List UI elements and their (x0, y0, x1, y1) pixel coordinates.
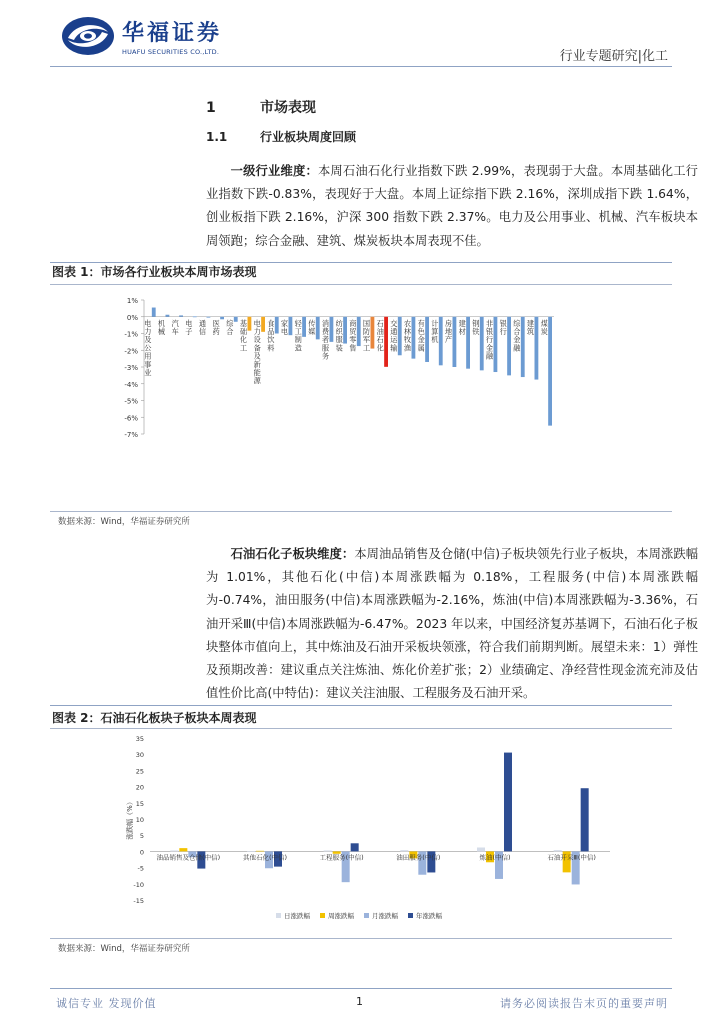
category-label: 油品销售及仓储(中信) (156, 853, 221, 862)
figure-2-label: 图表 2： (52, 711, 101, 725)
category-label: 基础化工 (239, 318, 248, 353)
bar-钢铁 (480, 317, 484, 371)
subsection-heading (206, 128, 356, 145)
y-tick-label: -4% (124, 380, 138, 389)
legend-label: 年涨跌幅 (416, 912, 442, 920)
subsector-weekly-chart (100, 732, 620, 932)
bar-周涨跌幅-其他石化(中信) (256, 851, 264, 852)
category-label: 石油石化 (376, 318, 384, 353)
logo-en-text: HUAFU SECURITIES CO.,LTD. (122, 48, 220, 56)
category-label: 医药 (212, 318, 220, 336)
y-tick-label: 0% (126, 313, 138, 322)
bar-日涨跌幅-炼油(中信) (477, 848, 485, 852)
category-label: 房地产 (444, 318, 453, 345)
bar-日涨跌幅-工程服务(中信) (324, 850, 332, 851)
y-tick-label: -5% (124, 397, 138, 406)
bar-家电 (289, 317, 293, 335)
category-label: 钢铁 (472, 318, 480, 336)
category-label: 煤炭 (540, 318, 548, 336)
category-label: 有色金属 (417, 318, 425, 353)
legend-label: 周涨跌幅 (328, 912, 354, 920)
bar-年涨跌幅-炼油(中信) (504, 753, 512, 852)
paragraph-lead: 一级行业维度： (230, 164, 318, 178)
category-label: 国防军工 (362, 318, 371, 353)
logo-cn-text: 华福证券 (122, 21, 223, 46)
bar-轻工制造 (302, 317, 306, 337)
company-logo (60, 14, 222, 58)
y-tick-label: 10 (135, 816, 144, 824)
figure-1-title (52, 263, 257, 280)
bar-日涨跌幅-油品销售及仓储(中信) (170, 850, 178, 851)
industry-weekly-chart (100, 292, 580, 452)
y-axis-title: 涨跌幅（%） (126, 798, 134, 840)
bar-非银行金融 (494, 317, 498, 372)
subsection-title: 行业板块周度回顾 (260, 130, 357, 144)
y-tick-label: 0 (139, 848, 144, 857)
category-label: 炼油(中信) (479, 853, 511, 862)
legend-swatch-月涨跌幅 (364, 913, 369, 918)
figure-1-source: 数据来源：Wind，华福证券研究所 (58, 517, 190, 527)
subsection-number: 1.1 (206, 130, 228, 144)
bar-电力及公用事业 (152, 308, 156, 317)
bar-计算机 (439, 317, 443, 366)
bar-纺织服装 (343, 317, 347, 344)
footer-disclaimer: 请务必阅读报告末页的重要声明 (500, 997, 668, 1010)
bar-日涨跌幅-石油开采Ⅲ(中信) (554, 850, 562, 851)
y-tick-label: 20 (135, 783, 144, 792)
category-label: 油田服务(中信) (396, 853, 441, 862)
legend-swatch-年涨跌幅 (408, 913, 413, 918)
page-number: 1 (356, 995, 363, 1008)
category-label: 综合 (226, 318, 234, 336)
bar-石油石化 (384, 317, 388, 367)
figure-1-caption: 市场各行业板块本周市场表现 (100, 265, 257, 279)
legend-label: 日涨跌幅 (284, 912, 310, 920)
figure-2-source: 数据来源：Wind，华福证券研究所 (58, 944, 190, 954)
bar-日涨跌幅-油田服务(中信) (400, 850, 408, 851)
bar-银行 (507, 317, 511, 376)
paragraph-subsector (206, 543, 698, 705)
paragraph-text: 本周石油石化行业指数下跌 2.99%，表现弱于大盘。本周基础化工行业指数下跌-0.83%，表现好于大盘。本周上证综指下跌 2.16%，深圳成指下跌 1.64%，创业板指下跌 2.16%，沪深 300 指数下跌 2.37%。电力及公用事业、机械、汽车板块本周领跑；综合金融、建筑、煤炭板块本周表现不佳。 (206, 164, 698, 248)
bar-综合金融 (521, 317, 525, 377)
header-divider (50, 66, 672, 67)
bar-通信 (207, 317, 211, 318)
y-tick-label: 1% (126, 297, 138, 305)
category-label: 农林牧渔 (403, 318, 412, 353)
paragraph-lead: 石油石化子板块维度： (230, 547, 355, 561)
category-label: 食品饮料 (267, 318, 275, 353)
bar-消费者服务 (330, 317, 334, 342)
y-tick-label: -15 (133, 897, 144, 905)
paragraph-text: 本周油品销售及仓储(中信)子板块领先行业子板块，本周涨跌幅为 1.01%，其他石化(中信)本周涨跌幅为 0.18%，工程服务(中信)本周涨跌幅为-0.74%，油田服务(中信)本周涨跌幅为-2.16%，炼油(中信)本周涨跌幅为-3.36%，石油开采Ⅲ(中信)本周涨跌幅为-6.47%。2023 年以来，中国经济复苏基调下，石油石化子板块整体市值向上，其中炼油及石油开采板块领涨，符合我们前期判断。展望未来：1）弹性及预期改善：建议重点关注炼油、炼化价差扩张；2）业绩确定、净经营性现金流充沛及估值性价比高(中特估)：建议关注油服、工程服务及石油开采。 (206, 547, 698, 701)
huafu-logo-icon (60, 14, 116, 58)
paragraph-industry (206, 160, 698, 253)
bar-机械 (166, 315, 170, 317)
y-tick-label: 35 (135, 735, 144, 743)
section-title: 市场表现 (260, 100, 316, 116)
bar-农林牧渔 (412, 317, 416, 359)
figure-2-caption: 石油石化板块子板块本周表现 (100, 711, 257, 725)
category-label: 其他石化(中信) (242, 853, 288, 862)
figure-top-rule (50, 705, 672, 706)
category-label: 非银行金融 (485, 318, 494, 361)
y-tick-label: -6% (124, 414, 138, 423)
category-label: 电子 (185, 318, 193, 336)
report-type: 行业专题研究|化工 (559, 49, 668, 64)
y-tick-label: -3% (124, 364, 138, 372)
bar-电子 (193, 316, 197, 317)
category-label: 轻工制造 (294, 318, 302, 353)
bar-传媒 (316, 317, 320, 340)
figure-bottom-rule (50, 511, 672, 512)
legend-label: 月涨跌幅 (372, 912, 398, 920)
y-tick-label: -2% (124, 347, 138, 356)
figure-2-title (52, 709, 257, 726)
category-label: 石油开采Ⅲ(中信) (547, 853, 596, 862)
y-tick-label: -1% (124, 330, 138, 339)
bar-年涨跌幅-石油开采Ⅲ(中信) (581, 788, 589, 851)
footer-divider (50, 988, 672, 989)
bar-汽车 (179, 315, 183, 316)
bar-基础化工 (248, 317, 252, 331)
section-heading (206, 97, 316, 117)
category-label: 建材 (458, 318, 466, 336)
legend-swatch-周涨跌幅 (320, 913, 325, 918)
figure-title-rule (50, 728, 672, 729)
category-label: 消费者服务 (321, 318, 330, 361)
bar-年涨跌幅-工程服务(中信) (351, 843, 359, 851)
figure-title-rule (50, 284, 672, 285)
figure-bottom-rule (50, 938, 672, 939)
category-label: 工程服务(中信) (319, 853, 364, 862)
y-tick-label: -7% (124, 431, 138, 439)
category-label: 电力设备及新能源 (253, 318, 261, 386)
category-label: 综合金融 (513, 318, 521, 353)
figure-1-label: 图表 1： (52, 265, 101, 279)
bar-日涨跌幅-其他石化(中信) (247, 851, 255, 852)
bar-煤炭 (548, 317, 552, 426)
bar-周涨跌幅-油品销售及仓储(中信) (179, 848, 187, 851)
bar-交通运输 (398, 317, 402, 356)
category-label: 建筑 (526, 318, 535, 336)
category-label: 纺织服装 (335, 318, 343, 353)
category-label: 机械 (157, 318, 166, 336)
category-label: 家电 (280, 318, 289, 336)
bar-食品饮料 (275, 317, 279, 334)
category-label: 电力及公用事业 (144, 318, 152, 377)
y-tick-label: -5 (137, 864, 144, 873)
category-label: 交通运输 (390, 318, 398, 353)
bar-建材 (466, 317, 470, 369)
category-label: 商贸零售 (349, 318, 357, 353)
category-label: 计算机 (431, 318, 439, 345)
section-number: 1 (206, 100, 216, 116)
bar-房地产 (453, 317, 457, 367)
y-tick-label: 5 (139, 832, 144, 841)
y-tick-label: 30 (135, 751, 144, 760)
y-tick-label: 25 (135, 767, 144, 776)
y-tick-label: -10 (133, 880, 144, 889)
category-label: 传媒 (308, 318, 316, 336)
bar-电力设备及新能源 (261, 317, 265, 332)
category-label: 通信 (198, 318, 207, 336)
bar-建筑 (535, 317, 539, 380)
legend-swatch-日涨跌幅 (276, 913, 281, 918)
bar-医药 (220, 317, 224, 320)
y-tick-label: 15 (135, 799, 144, 808)
bar-有色金属 (425, 317, 429, 362)
bar-国防军工 (371, 317, 375, 349)
category-label: 银行 (499, 318, 507, 336)
category-label: 汽车 (171, 318, 179, 336)
bar-商贸零售 (357, 317, 361, 346)
bar-综合 (234, 317, 238, 322)
footer-slogan: 诚信专业 发现价值 (56, 997, 157, 1010)
